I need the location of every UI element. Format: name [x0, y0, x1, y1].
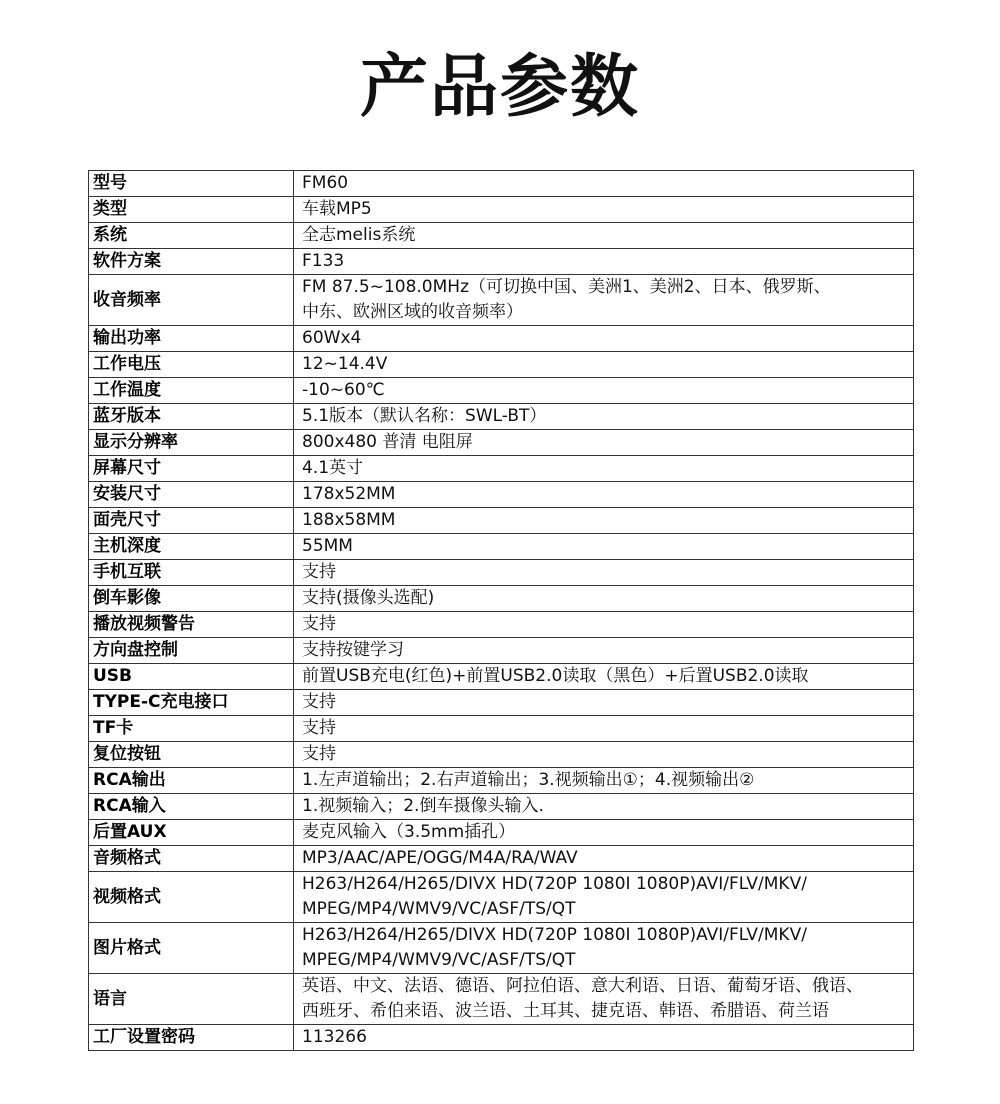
- spec-value: [294, 664, 914, 690]
- spec-value-line: MPEG/MP4/WMV9/VC/ASF/TS/QT: [302, 899, 576, 919]
- table-row: [89, 430, 914, 456]
- spec-value-line: 支持: [302, 562, 336, 582]
- spec-value-line: 178x52MM: [302, 484, 396, 504]
- spec-label: 主机深度: [89, 534, 294, 560]
- table-row: [89, 768, 914, 794]
- spec-value: [294, 430, 914, 456]
- table-row: [89, 872, 914, 923]
- spec-value: [294, 638, 914, 664]
- spec-value: [294, 482, 914, 508]
- spec-value: [294, 352, 914, 378]
- spec-label: 收音频率: [89, 275, 294, 326]
- table-row: [89, 612, 914, 638]
- spec-value: [294, 794, 914, 820]
- spec-value: [294, 456, 914, 482]
- spec-value-line: 英语、中文、法语、德语、阿拉伯语、意大利语、日语、葡萄牙语、俄语、: [302, 976, 863, 996]
- table-row: [89, 586, 914, 612]
- spec-value: [294, 534, 914, 560]
- spec-value-line: 60Wx4: [302, 328, 362, 348]
- spec-value-line: 支持: [302, 692, 336, 712]
- spec-table: [88, 170, 914, 1051]
- table-row: [89, 171, 914, 197]
- spec-label: 播放视频警告: [89, 612, 294, 638]
- spec-label: TYPE-C充电接口: [89, 690, 294, 716]
- spec-value-line: 支持: [302, 718, 336, 738]
- spec-value-line: H263/H264/H265/DIVX HD(720P 1080I 1080P)AVI/FLV/MKV/: [302, 874, 807, 894]
- table-row: [89, 638, 914, 664]
- spec-label: 倒车影像: [89, 586, 294, 612]
- spec-label: 方向盘控制: [89, 638, 294, 664]
- spec-value: [294, 690, 914, 716]
- spec-value: [294, 923, 914, 974]
- table-row: [89, 197, 914, 223]
- spec-label: RCA输入: [89, 794, 294, 820]
- table-row: [89, 560, 914, 586]
- spec-value-line: MP3/AAC/APE/OGG/M4A/RA/WAV: [302, 848, 578, 868]
- spec-value: [294, 716, 914, 742]
- spec-value-line: 12~14.4V: [302, 354, 388, 374]
- spec-value-line: F133: [302, 251, 345, 271]
- spec-value-line: 支持: [302, 614, 336, 634]
- spec-value: [294, 197, 914, 223]
- spec-value-line: 麦克风输入（3.5mm插孔）: [302, 822, 516, 842]
- table-row: [89, 378, 914, 404]
- spec-value-line: 中东、欧洲区域的收音频率）: [302, 302, 523, 322]
- spec-label: 后置AUX: [89, 820, 294, 846]
- spec-label: 显示分辨率: [89, 430, 294, 456]
- spec-label: 手机互联: [89, 560, 294, 586]
- table-row: [89, 974, 914, 1025]
- table-row: [89, 820, 914, 846]
- spec-value: [294, 974, 914, 1025]
- spec-value-line: 4.1英寸: [302, 458, 364, 478]
- spec-label: 工厂设置密码: [89, 1025, 294, 1051]
- spec-label: 型号: [89, 171, 294, 197]
- table-row: [89, 534, 914, 560]
- spec-value-line: 1.左声道输出；2.右声道输出；3.视频输出①；4.视频输出②: [302, 770, 755, 790]
- spec-value: [294, 249, 914, 275]
- spec-value-line: 支持按键学习: [302, 640, 404, 660]
- table-row: [89, 223, 914, 249]
- spec-value-line: FM60: [302, 173, 349, 193]
- table-row: [89, 664, 914, 690]
- spec-label: 语言: [89, 974, 294, 1025]
- spec-label: 工作电压: [89, 352, 294, 378]
- spec-value-line: 188x58MM: [302, 510, 396, 530]
- spec-label: 软件方案: [89, 249, 294, 275]
- table-row: [89, 275, 914, 326]
- spec-label: 视频格式: [89, 872, 294, 923]
- table-row: [89, 846, 914, 872]
- table-row: [89, 482, 914, 508]
- spec-value-line: 前置USB充电(红色)+前置USB2.0读取（黑色）+后置USB2.0读取: [302, 666, 809, 686]
- table-row: [89, 716, 914, 742]
- spec-value-line: 支持(摄像头选配): [302, 588, 435, 608]
- table-row: [89, 508, 914, 534]
- spec-label: 面壳尺寸: [89, 508, 294, 534]
- spec-value: [294, 586, 914, 612]
- spec-label: USB: [89, 664, 294, 690]
- spec-value-line: 113266: [302, 1027, 367, 1047]
- table-row: [89, 456, 914, 482]
- spec-value: [294, 560, 914, 586]
- spec-value: [294, 378, 914, 404]
- spec-label: 蓝牙版本: [89, 404, 294, 430]
- spec-table-body: [89, 171, 914, 1051]
- spec-value: [294, 820, 914, 846]
- spec-value-line: H263/H264/H265/DIVX HD(720P 1080I 1080P)AVI/FLV/MKV/: [302, 925, 807, 945]
- spec-label: 安装尺寸: [89, 482, 294, 508]
- spec-value: [294, 404, 914, 430]
- spec-label: TF卡: [89, 716, 294, 742]
- spec-value: [294, 508, 914, 534]
- spec-label: 图片格式: [89, 923, 294, 974]
- spec-label: 屏幕尺寸: [89, 456, 294, 482]
- spec-value-line: 车载MP5: [302, 199, 372, 219]
- spec-value: [294, 171, 914, 197]
- spec-value: [294, 326, 914, 352]
- spec-label: 输出功率: [89, 326, 294, 352]
- spec-value: [294, 742, 914, 768]
- spec-value: [294, 846, 914, 872]
- spec-label: 工作温度: [89, 378, 294, 404]
- table-row: [89, 352, 914, 378]
- spec-label: 音频格式: [89, 846, 294, 872]
- table-row: [89, 923, 914, 974]
- table-row: [89, 690, 914, 716]
- spec-value-line: FM 87.5~108.0MHz（可切换中国、美洲1、美洲2、日本、俄罗斯、: [302, 277, 831, 297]
- spec-label: 系统: [89, 223, 294, 249]
- spec-value: [294, 1025, 914, 1051]
- spec-value-line: 5.1版本（默认名称：SWL-BT）: [302, 406, 547, 426]
- spec-value: [294, 872, 914, 923]
- spec-value: [294, 223, 914, 249]
- spec-value-line: 800x480 普清 电阻屏: [302, 432, 473, 452]
- spec-value: [294, 768, 914, 794]
- spec-value-line: 支持: [302, 744, 336, 764]
- spec-value-line: 全志melis系统: [302, 225, 416, 245]
- spec-value-line: 1.视频输入；2.倒车摄像头输入.: [302, 796, 544, 816]
- spec-value: [294, 612, 914, 638]
- table-row: [89, 249, 914, 275]
- spec-value: [294, 275, 914, 326]
- table-row: [89, 404, 914, 430]
- spec-label: 复位按钮: [89, 742, 294, 768]
- spec-value-line: -10~60℃: [302, 380, 385, 400]
- spec-value-line: 西班牙、希伯来语、波兰语、土耳其、捷克语、韩语、希腊语、荷兰语: [302, 1001, 829, 1021]
- table-row: [89, 794, 914, 820]
- spec-value-line: 55MM: [302, 536, 353, 556]
- table-row: [89, 326, 914, 352]
- table-row: [89, 742, 914, 768]
- spec-value-line: MPEG/MP4/WMV9/VC/ASF/TS/QT: [302, 950, 576, 970]
- spec-label: RCA输出: [89, 768, 294, 794]
- page-title: 产品参数: [359, 48, 640, 127]
- table-row: [89, 1025, 914, 1051]
- spec-label: 类型: [89, 197, 294, 223]
